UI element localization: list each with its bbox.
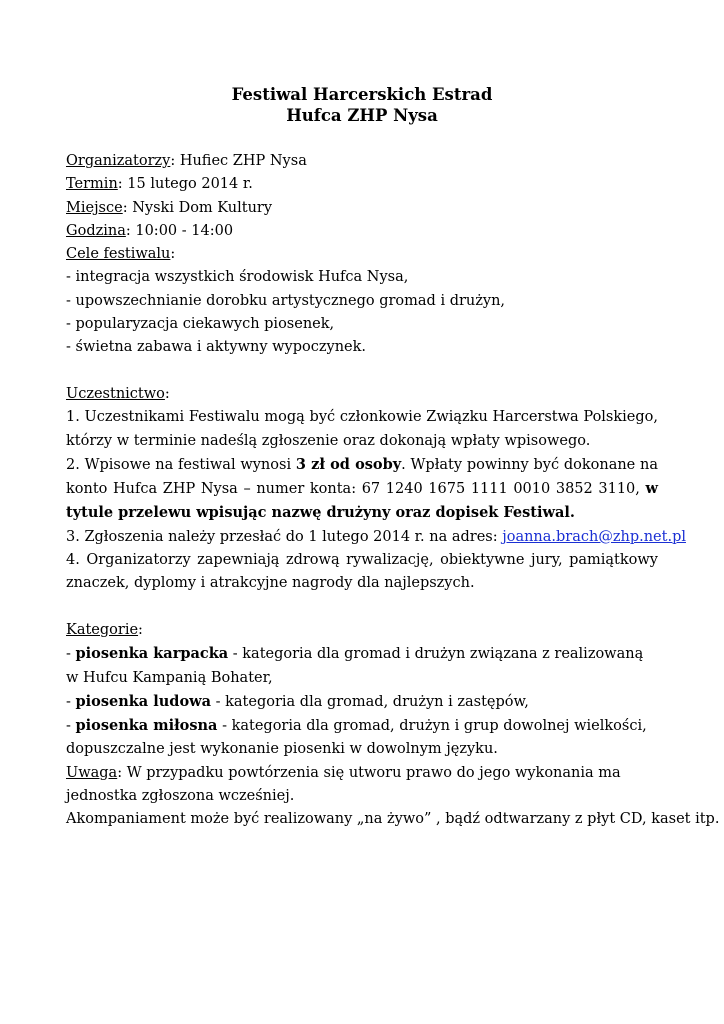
- participation-item-1: 1. Uczestnikami Festiwalu mogą być członkowie Związku Harcerstwa Polskiego, którzy w terminie nadeślą zgłoszenie oraz dokonają wpłaty wpisowego.: [66, 409, 658, 449]
- date-label: Termin: [66, 176, 118, 193]
- categories-colon: :: [138, 621, 143, 638]
- spacer: [66, 596, 658, 619]
- participation-label: Uczestnictwo: [66, 385, 165, 402]
- category-name: piosenka karpacka: [75, 645, 229, 663]
- participation-heading: [66, 383, 658, 406]
- category-dash: -: [66, 718, 76, 735]
- category-item-2: [66, 690, 658, 714]
- payment-title-note: w tytule przelewu wpisując nazwę drużyny oraz dopisek Festiwal.: [66, 480, 658, 522]
- goal-item: - świetna zabawa i aktywny wypoczynek.: [66, 339, 367, 356]
- festival-title: Festiwal Harcerskich Estrad: [231, 85, 493, 104]
- note-paragraph: [66, 762, 658, 809]
- time-line: [66, 220, 658, 243]
- goal-item: - popularyzacja ciekawych piosenek,: [66, 316, 335, 333]
- accompaniment-line: Akompaniament może być realizowany „na żywo” , bądź odtwarzany z płyt CD, kaset itp.: [66, 811, 720, 828]
- place-label: Miejsce: [66, 199, 123, 216]
- document-page: [66, 84, 720, 832]
- fee-intro: 2. Wpisowe na festiwal wynosi: [66, 456, 296, 473]
- category-description: - kategoria dla gromad, drużyn i zastępów,: [211, 693, 529, 710]
- place-line: [66, 197, 658, 220]
- payment-info: . Wpłaty powinny być dokonane na konto Hufca ZHP Nysa – numer konta: 67 1240 1675 1111 0010 3852 3110,: [66, 456, 658, 498]
- goal-item: - upowszechnianie dorobku artystycznego gromad i drużyn,: [66, 292, 506, 309]
- note-text: : W przypadku powtórzenia się utworu prawo do jego wykonania ma jednostka zgłoszona wcześniej.: [66, 764, 621, 805]
- category-name: piosenka miłosna: [75, 717, 218, 735]
- goal-item: - integracja wszystkich środowisk Hufca Nysa,: [66, 269, 409, 286]
- time-label: Godzina: [66, 222, 126, 239]
- fee-amount: 3 zł od osoby: [295, 455, 402, 473]
- categories-heading: [66, 619, 658, 642]
- category-description: - kategoria dla gromad i drużyn związana z realizowaną w Hufcu Kampanią Bohater,: [66, 646, 644, 686]
- goals-heading: [66, 243, 658, 266]
- category-item-1: [66, 642, 658, 690]
- place-value: : Nyski Dom Kultury: [122, 199, 273, 216]
- registration-text: 3. Zgłoszenia należy przesłać do 1 lutego 2014 r. na adres:: [66, 528, 503, 545]
- categories-label: Kategorie: [66, 621, 139, 638]
- category-item-3: [66, 714, 658, 762]
- organizers-line: [66, 150, 658, 173]
- date-value: : 15 lutego 2014 r.: [117, 176, 253, 193]
- participation-colon: :: [164, 385, 170, 402]
- title-block: [66, 84, 658, 126]
- goals-label: Cele festiwalu: [66, 246, 171, 263]
- organizers-label: Organizatorzy: [66, 153, 171, 169]
- goals-colon: :: [170, 246, 176, 263]
- category-name: piosenka ludowa: [75, 692, 211, 710]
- participation-item-2: [66, 453, 658, 526]
- category-dash: -: [66, 646, 76, 663]
- participation-item-4: 4. Organizatorzy zapewniają zdrową rywalizację, obiektywne jury, pamiątkowy znaczek, dyplomy i atrakcyjne nagrody dla najlepszych.: [66, 552, 658, 592]
- festival-subtitle: Hufca ZHP Nysa: [286, 106, 438, 125]
- participation-item-3: [66, 526, 686, 549]
- note-label: Uwaga: [66, 764, 118, 781]
- spacer: [66, 360, 658, 383]
- organizers-value: : Hufiec ZHP Nysa: [170, 153, 307, 169]
- date-line: [66, 173, 658, 196]
- email-link[interactable]: joanna.brach@zhp.net.pl: [502, 528, 686, 545]
- category-description: - kategoria dla gromad, drużyn i grup dowolnej wielkości, dopuszczalne jest wykonanie piosenki w dowolnym języku.: [66, 718, 647, 758]
- category-dash: -: [66, 693, 76, 710]
- time-value: : 10:00 - 14:00: [125, 222, 234, 239]
